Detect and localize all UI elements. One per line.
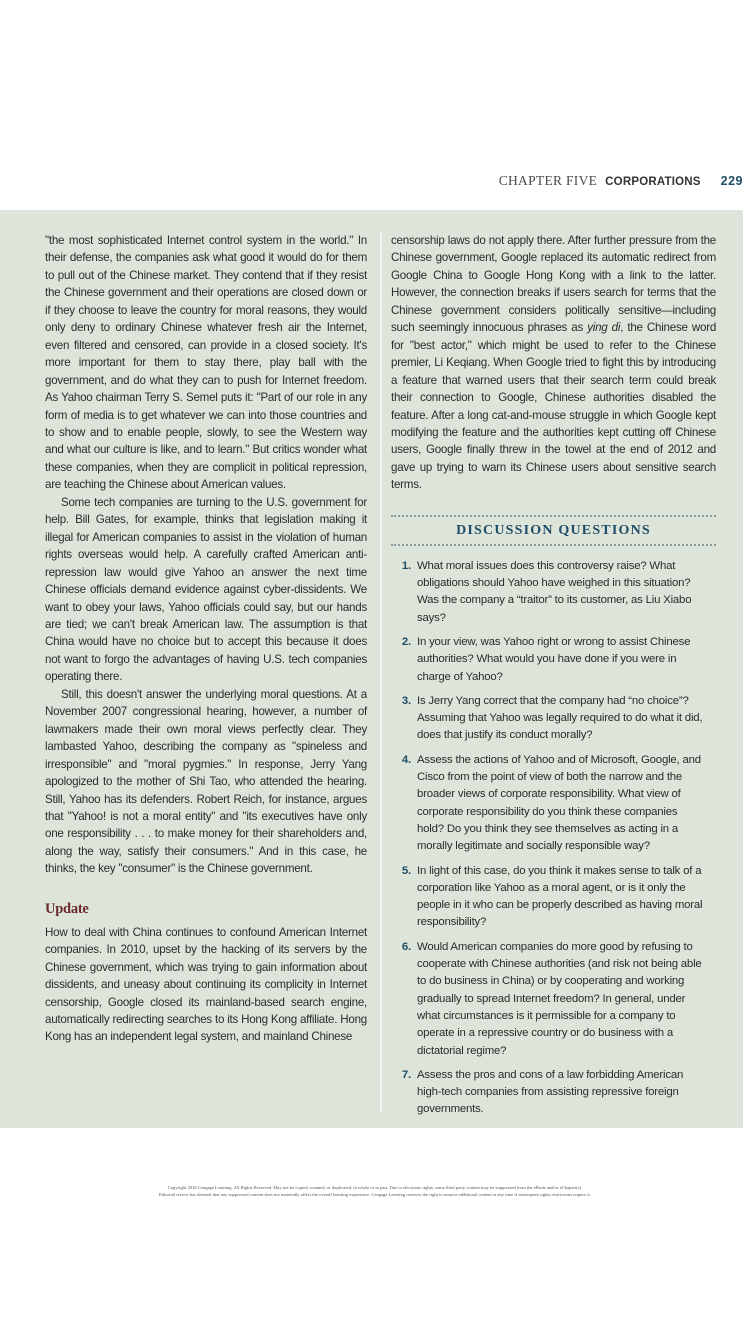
running-head	[499, 173, 743, 193]
question-item	[391, 939, 716, 1060]
question-number: 1.	[401, 559, 411, 572]
page-number: 229	[720, 174, 743, 188]
copyright-line-2: Editorial review has deemed that any suppressed content does not materially affect the overall learning experience. Cengage Learning reserves the right to remove additional content at any time if subsequent rights restrictions require it.	[159, 1191, 591, 1197]
question-item	[391, 1067, 716, 1119]
italic-term: ying di	[587, 321, 621, 335]
column-divider	[380, 232, 382, 1112]
body-paragraph: "the most sophisticated Internet control system in the world." In their defense, the companies ask what good it would do for them to pull out of the Chinese market. They contend that if they resist the Chinese government and their operations are closed down or if they choose to leave the country for moral reasons, they would only deny to ordinary Chinese whatever fresh air the Internet, even filtered and censored, can provide in a closed society. It's more important for them to stay there, play ball with the government, and do what they can to push for Internet freedom. As Yahoo chairman Terry S. Semel puts it: "Part of our role in any form of media is to get whatever we can into those countries and to show and to enable people, slowly, to see the Western way and what our culture is like, and to learn." But critics wonder what these companies, when they are complicit in political repression, are teaching the Chinese about American values.	[45, 234, 367, 492]
question-text: What moral issues does this controversy raise? What obligations should Yahoo have weighed in this situation? Was the company a “traitor” to its customer, as Liu Xiabo says?	[417, 559, 692, 624]
continuation-paragraph	[391, 232, 716, 494]
question-item	[391, 634, 716, 686]
question-item	[391, 752, 716, 856]
question-number: 6.	[401, 940, 411, 953]
question-number: 4.	[401, 753, 411, 766]
copyright-line-1: Copyright 2016 Cengage Learning. All Rights Reserved. May not be copied, scanned, or duplicated, in whole or in part. Due to electronic rights, some third party content may be suppressed from the eBook and/or eChapter(s).	[167, 1185, 583, 1190]
chapter-title: CORPORATIONS	[605, 176, 701, 188]
question-number: 3.	[401, 694, 411, 707]
question-number: 5.	[401, 864, 411, 877]
continuation-text-a: censorship laws do not apply there. After further pressure from the Chinese government, Google replaced its automatic redirect from Google China to Google Hong Kong with a link to the latter. However, the connection breaks if users search for terms that the Chinese government considers politically sensitive—including such seemingly innocuous phrases as	[391, 234, 716, 335]
question-item	[391, 558, 716, 627]
question-list	[391, 558, 716, 1119]
question-text: Assess the pros and cons of a law forbidding American high-tech companies from assisting repressive foreign governments.	[417, 1068, 684, 1116]
dotted-rule-bottom	[391, 544, 716, 546]
left-column	[45, 232, 367, 1046]
question-number: 2.	[401, 635, 411, 648]
question-text: Would American companies do more good by refusing to cooperate with Chinese authorities (and risk not being able to do business in China) or by cooperating and working gradually to spread Internet freedom? In general, under what circumstances is it permissible for a company to operate in a repressive country or do business with a dictatorial regime?	[417, 940, 702, 1057]
question-text: In your view, was Yahoo right or wrong to assist Chinese authorities? What would you have done if you were in charge of Yahoo?	[417, 635, 691, 683]
question-text: In light of this case, do you think it makes sense to talk of a corporation like Yahoo as a moral agent, or is it only the people in it who can be properly described as having moral responsibility?	[417, 864, 703, 929]
copyright-footer	[60, 1185, 690, 1198]
discussion-title: DISCUSSION QUESTIONS	[456, 522, 651, 538]
continuation-text-b: , the Chinese word for "best actor," which might be used to refer to the Chinese premier, Li Keqiang. When Google tried to fight this by introducing a feature that warned users that their search term could break their connection to Google, Chinese authorities disabled the feature. After a long cat-and-mouse struggle in which Google kept modifying the feature and the authorities kept cutting off Chinese users, Google finally threw in the towel at the end of 2012 and gave up trying to warn its Chinese users about sensitive search terms.	[391, 321, 717, 492]
update-heading: Update	[45, 900, 89, 917]
chapter-label: CHAPTER FIVE	[498, 173, 598, 188]
question-text: Assess the actions of Yahoo and of Microsoft, Google, and Cisco from the point of view of both the narrow and the broader views of corporate responsibility. What view of corporate responsibility do you think these companies hold? Do you think they see themselves as acting in a morally legitimate and socially responsible way?	[417, 753, 701, 853]
question-number: 7.	[401, 1068, 411, 1081]
question-item	[391, 863, 716, 932]
body-paragraph: Some tech companies are turning to the U.S. government for help. Bill Gates, for example, thinks that legislation making it illegal for American companies to assist in the violation of human rights overseas would help. A carefully crafted American anti-repression law would give Yahoo an answer the next time Chinese officials demand evidence against cyber-dissidents. We want to obey your laws, Yahoo officials could say, but our hands are tied; we can't break American law. The assumption is that China would have no choice but to accept this because it does not want to forgo the advantages of having U.S. tech companies operating there.	[45, 495, 367, 684]
right-column	[391, 232, 716, 1126]
question-text: Is Jerry Yang correct that the company had “no choice”? Assuming that Yahoo was legally required to do what it did, does that justify its conduct morally?	[417, 694, 703, 742]
discussion-questions	[391, 515, 716, 1119]
update-paragraph: How to deal with China continues to confound American Internet companies. In 2010, upset by the hacking of its servers by the Chinese government, which was trying to gain information about dissidents, and uneasy about continuing its complicity in Internet censorship, Google closed its mainland-based search engine, automatically redirecting searches to its Hong Kong affiliate. Hong Kong has an independent legal system, and mainland Chinese	[45, 925, 367, 1044]
question-item	[391, 693, 716, 745]
body-paragraph: Still, this doesn't answer the underlying moral questions. At a November 2007 congressional hearing, however, a number of lawmakers made their own moral views perfectly clear. They lambasted Yahoo, describing the company as "spineless and irresponsible" and "moral pygmies." In response, Jerry Yang apologized to the mother of Shi Tao, who attended the hearing. Still, Yahoo has its defenders. Robert Reich, for instance, argues that "Yahoo! is not a moral entity" and "its executives have only one responsibility . . . to make money for their shareholders and, along the way, satisfy their consumers." And in this case, he thinks, the key "consumer" is the Chinese government.	[45, 687, 367, 876]
